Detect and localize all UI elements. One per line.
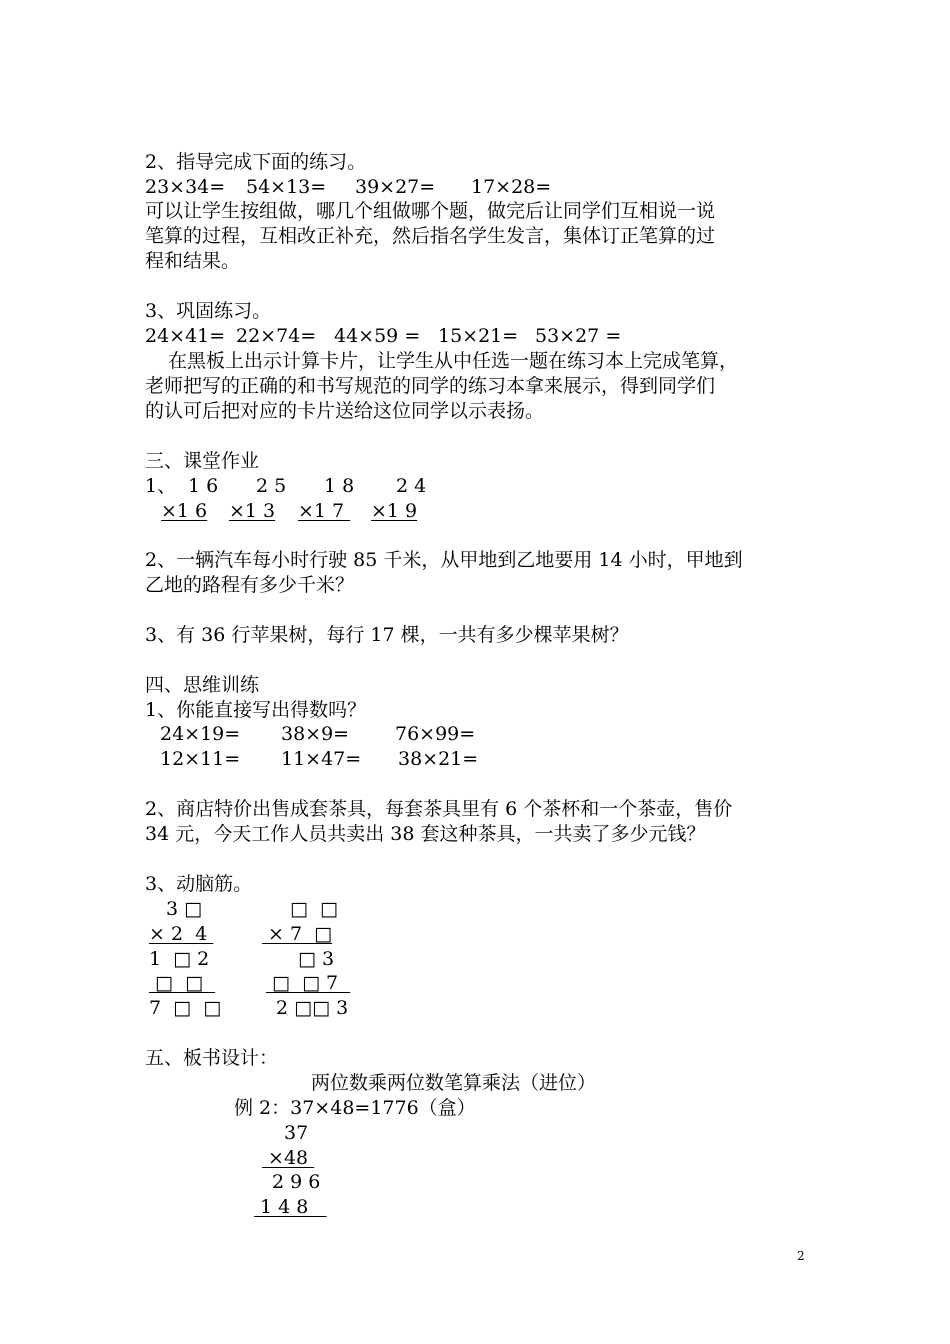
multiplier: ×1 9 <box>371 500 418 522</box>
exercise: 44×59 = <box>334 325 421 347</box>
exercise: 38×21= <box>398 748 479 770</box>
exercise: 54×13= <box>246 176 327 198</box>
calc-row: ×48 <box>262 1147 315 1169</box>
board-example: 例 2：37×48=1776（盒） <box>234 1097 476 1119</box>
section-heading: 2、指导完成下面的练习。 <box>145 151 367 173</box>
multiplicand: 1 8 <box>324 475 355 497</box>
exercise: 12×11= <box>160 748 241 770</box>
multiplier: ×1 6 <box>161 500 208 522</box>
exercise: 76×99= <box>395 723 476 745</box>
multiplicand: 2 4 <box>396 475 427 497</box>
exercise: 39×27= <box>355 176 436 198</box>
paragraph-line: 的认可后把对应的卡片送给这位同学以示表扬。 <box>145 400 545 422</box>
multiplicand: 2 5 <box>256 475 287 497</box>
puzzle-row: × 2 4 <box>149 923 214 945</box>
puzzle-row: 2 □□ 3 <box>276 997 349 1019</box>
question: 2、商店特价出售成套茶具，每套茶具里有 6 个茶杯和一个茶壶，售价 <box>145 798 733 820</box>
page-number: 2 <box>797 1249 805 1263</box>
paragraph-line: 笔算的过程，互相改正补充，然后指名学生发言，集体订正笔算的过 <box>145 225 716 247</box>
puzzle-row: 7 □ □ <box>149 997 222 1019</box>
puzzle-row: □ □ <box>149 972 216 994</box>
multiplicand: 1 6 <box>188 475 219 497</box>
question: 乙地的路程有多少千米？ <box>145 574 355 596</box>
exercise: 22×74= <box>236 325 317 347</box>
exercise: 24×19= <box>160 723 241 745</box>
board-title: 两位数乘两位数笔算乘法（进位） <box>311 1072 597 1094</box>
paragraph-line: 在黑板上出示计算卡片，让学生从中任选一题在练习本上完成笔算， <box>168 350 739 372</box>
question: 3、有 36 行苹果树，每行 17 棵，一共有多少棵苹果树？ <box>145 624 629 646</box>
multiplier: ×1 7 <box>298 500 351 522</box>
question: 1、你能直接写出得数吗？ <box>145 699 367 721</box>
exercise: 15×21= <box>438 325 519 347</box>
multiplier: ×1 3 <box>229 500 276 522</box>
section-heading: 五、板书设计： <box>145 1047 279 1069</box>
exercise: 53×27 = <box>535 325 622 347</box>
section-heading: 三、课堂作业 <box>145 450 260 472</box>
calc-row: 2 9 6 <box>272 1171 321 1193</box>
paragraph-line: 程和结果。 <box>145 250 241 272</box>
exercise: 23×34= <box>145 176 226 198</box>
question-label: 1、 <box>145 475 177 497</box>
puzzle-row: 1 □ 2 <box>149 948 210 970</box>
calc-row: 1 4 8 <box>254 1196 327 1218</box>
paragraph-line: 老师把写的正确的和书写规范的同学的练习本拿来展示，得到同学们 <box>145 375 716 397</box>
puzzle-row: × 7 □ <box>262 923 333 945</box>
section-heading: 四、思维训练 <box>145 674 260 696</box>
exercise: 24×41= <box>145 325 226 347</box>
exercise: 38×9= <box>281 723 350 745</box>
section-heading: 3、巩固练习。 <box>145 300 272 322</box>
exercise: 17×28= <box>471 176 552 198</box>
puzzle-row: □ □ 7 <box>266 972 351 994</box>
question: 34 元，今天工作人员共卖出 38 套这种茶具，一共卖了多少元钱？ <box>145 823 706 845</box>
puzzle-row: □ 3 <box>298 948 335 970</box>
exercise: 11×47= <box>281 748 362 770</box>
calc-row: 37 <box>284 1122 309 1144</box>
question: 2、一辆汽车每小时行驶 85 千米，从甲地到乙地要用 14 小时，甲地到 <box>145 549 743 571</box>
question: 3、动脑筋。 <box>145 873 253 895</box>
puzzle-row: 3 □ <box>166 898 203 920</box>
paragraph-line: 可以让学生按组做，哪几个组做哪个题，做完后让同学们互相说一说 <box>145 200 716 222</box>
puzzle-row: □ □ <box>290 898 338 920</box>
